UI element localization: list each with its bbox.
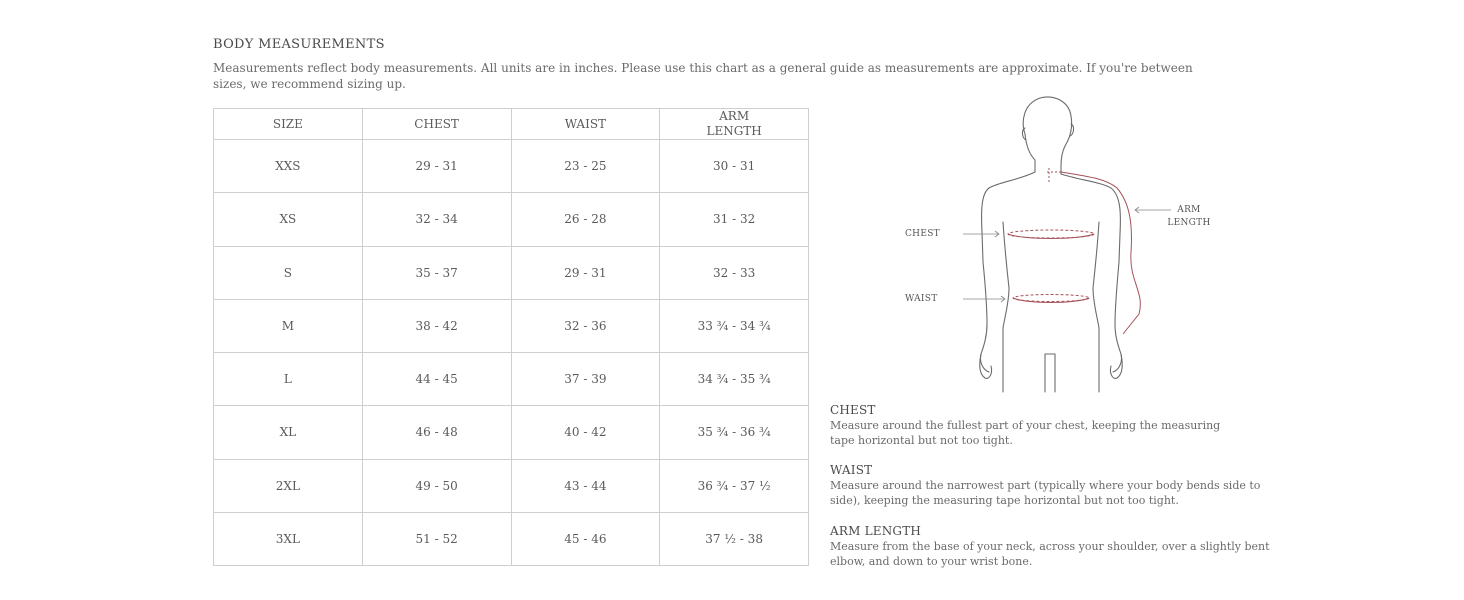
arm-length-cell: 34 ¾ - 35 ¾ bbox=[660, 353, 809, 406]
size-cell: XXS bbox=[214, 140, 363, 193]
waist-cell: 26 - 28 bbox=[511, 193, 660, 246]
waist-guide-text: Measure around the narrowest part (typically where your body bends side to side), keeping the measuring tape horizontal but not too tight. bbox=[830, 479, 1261, 507]
body-outline-icon bbox=[895, 92, 1225, 398]
table-row bbox=[214, 459, 809, 512]
chest-cell: 35 - 37 bbox=[362, 246, 511, 299]
table-row bbox=[214, 246, 809, 299]
arm-length-cell: 36 ¾ - 37 ½ bbox=[660, 459, 809, 512]
chest-cell: 29 - 31 bbox=[362, 140, 511, 193]
waist-cell: 40 - 42 bbox=[511, 406, 660, 459]
chest-cell: 32 - 34 bbox=[362, 193, 511, 246]
arm-length-cell: 31 - 32 bbox=[660, 193, 809, 246]
size-chart-table bbox=[213, 108, 809, 566]
column-header-size: SIZE bbox=[214, 109, 363, 140]
arm-length-guide bbox=[830, 524, 1290, 569]
arm-length-guide-title: ARM LENGTH bbox=[830, 524, 922, 538]
waist-guide bbox=[830, 463, 1290, 508]
chest-cell: 38 - 42 bbox=[362, 299, 511, 352]
arm-length-cell: 32 - 33 bbox=[660, 246, 809, 299]
size-cell: 3XL bbox=[214, 512, 363, 565]
arm-length-cell: 33 ¾ - 34 ¾ bbox=[660, 299, 809, 352]
chest-cell: 51 - 52 bbox=[362, 512, 511, 565]
size-cell: XL bbox=[214, 406, 363, 459]
waist-cell: 45 - 46 bbox=[511, 512, 660, 565]
arm-length-cell: 37 ½ - 38 bbox=[660, 512, 809, 565]
table-row bbox=[214, 512, 809, 565]
waist-cell: 37 - 39 bbox=[511, 353, 660, 406]
intro-text: Measurements reflect body measurements. All units are in inches. Please use this chart as a general guide as measurements are approximate. If you're between sizes, we recommend sizing up. bbox=[213, 61, 1193, 91]
size-cell: XS bbox=[214, 193, 363, 246]
table-row bbox=[214, 406, 809, 459]
arm-length-figure-label: ARM LENGTH bbox=[1167, 205, 1211, 228]
waist-guide-title: WAIST bbox=[830, 463, 873, 477]
column-header-arm-length-label: ARM LENGTH bbox=[706, 109, 762, 138]
waist-cell: 43 - 44 bbox=[511, 459, 660, 512]
arm-length-guide-text: Measure from the base of your neck, across your shoulder, over a slightly bent elbow, and down to your wrist bone. bbox=[830, 540, 1270, 568]
chest-guide bbox=[830, 403, 1290, 448]
size-cell: M bbox=[214, 299, 363, 352]
table-row bbox=[214, 193, 809, 246]
chest-cell: 49 - 50 bbox=[362, 459, 511, 512]
column-header-arm-length bbox=[660, 109, 809, 140]
page-title: BODY MEASUREMENTS bbox=[213, 37, 385, 52]
table-header-row bbox=[214, 109, 809, 140]
waist-cell: 29 - 31 bbox=[511, 246, 660, 299]
chest-figure-label: CHEST bbox=[905, 229, 940, 239]
body-measurement-figure bbox=[895, 92, 1225, 398]
table-row bbox=[214, 353, 809, 406]
column-header-chest: CHEST bbox=[362, 109, 511, 140]
waist-figure-label: WAIST bbox=[905, 294, 938, 304]
table-row bbox=[214, 299, 809, 352]
column-header-waist: WAIST bbox=[511, 109, 660, 140]
chest-cell: 44 - 45 bbox=[362, 353, 511, 406]
chest-guide-title: CHEST bbox=[830, 403, 876, 417]
size-cell: L bbox=[214, 353, 363, 406]
table-row bbox=[214, 140, 809, 193]
arm-length-cell: 35 ¾ - 36 ¾ bbox=[660, 406, 809, 459]
arm-length-cell: 30 - 31 bbox=[660, 140, 809, 193]
waist-cell: 23 - 25 bbox=[511, 140, 660, 193]
size-cell: 2XL bbox=[214, 459, 363, 512]
chest-guide-text: Measure around the fullest part of your chest, keeping the measuring tape horizontal but not too tight. bbox=[830, 419, 1221, 447]
waist-cell: 32 - 36 bbox=[511, 299, 660, 352]
size-cell: S bbox=[214, 246, 363, 299]
chest-cell: 46 - 48 bbox=[362, 406, 511, 459]
